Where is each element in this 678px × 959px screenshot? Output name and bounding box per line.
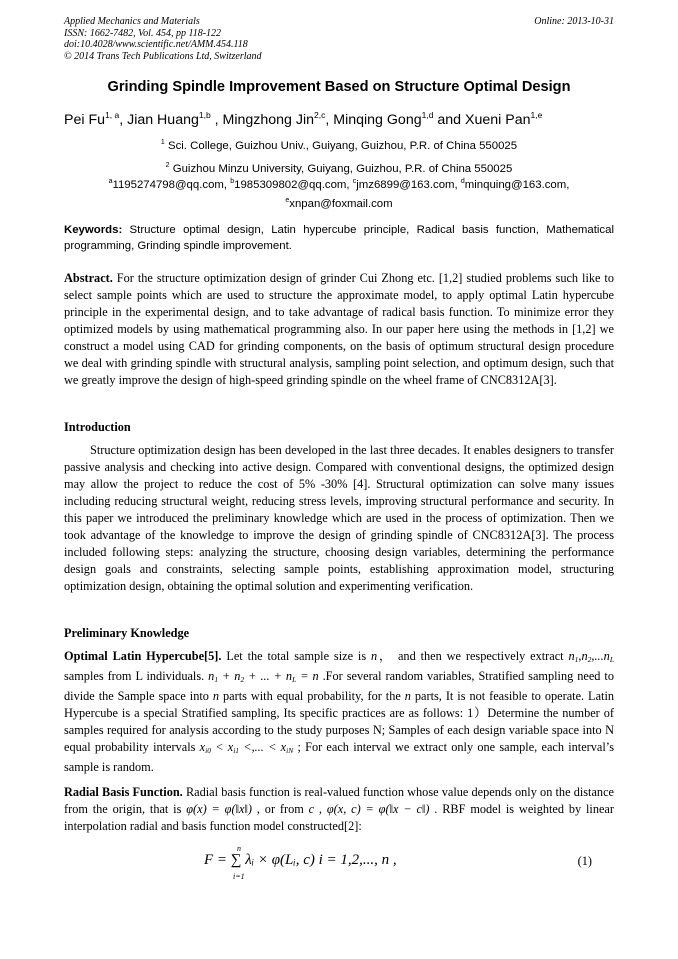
sum-upper-limit: n — [237, 844, 241, 853]
affil-text: Guizhou Minzu University, Guiyang, Guizhou, P.R. of China 550025 — [172, 163, 513, 175]
copyright-line: © 2014 Trans Tech Publications Ltd, Switzerland — [64, 50, 262, 62]
paragraph-text: ; For each interval we extract only one sample, each interval’s sample is random. — [64, 740, 615, 774]
author-name: Mingzhong Jin — [222, 112, 315, 128]
doi-line: doi:10.4028/www.scientific.net/AMM.454.118 — [64, 39, 248, 51]
author-separator: , — [325, 112, 334, 128]
author-separator: , — [119, 112, 128, 128]
paper-title: Grinding Spindle Improvement Based on Structure Optimal Design — [107, 79, 571, 95]
author-affil-mark: 2,c — [314, 110, 326, 120]
math-inline: $n_1,n_2,...n_L$ — [568, 649, 614, 664]
affil-mark: 2 — [165, 162, 170, 169]
math-inline: φ(x, c) = φ(‖x − c‖) — [326, 802, 430, 816]
author-name: Xueni Pan — [465, 112, 531, 128]
affil-mark: 1 — [160, 139, 165, 146]
author-name: Minqing Gong — [333, 112, 422, 128]
keywords-label: Keywords: — [64, 224, 123, 236]
paragraph-text: Radial basis function is real-valued function whose value depends only on the distance from the origin, that is — [64, 785, 615, 816]
online-date: Online: 2013-10-31 — [534, 16, 614, 27]
paragraph-text: , — [314, 802, 327, 816]
rbf-label: Radial Basis Function. — [64, 785, 183, 799]
keywords — [64, 222, 614, 254]
keywords-text: Structure optimal design, Latin hypercube principle, Radical basis function, Mathematical programming, Grinding spindle improvement. — [64, 224, 614, 252]
journal-name: Applied Mechanics and Materials — [64, 16, 200, 27]
olh-label: Optimal Latin Hypercube[5]. — [64, 649, 222, 663]
author-separator: , — [210, 112, 223, 128]
email-address: 1195274798@qq.com, — [112, 179, 231, 191]
author-affil-mark: 1,d — [421, 110, 434, 120]
email-address: 1985309802@qq.com, — [234, 179, 353, 191]
equation-1 — [64, 846, 614, 886]
email-mark: a — [108, 178, 113, 185]
paragraph-text: ， and then we respectively extract — [377, 649, 569, 663]
email-mark: c — [352, 178, 357, 185]
email-address: jmz6899@163.com, — [356, 179, 461, 191]
sum-lower-limit: i=1 — [233, 872, 245, 881]
email-mark: e — [285, 197, 290, 204]
paragraph-text: samples from L individuals. — [64, 669, 209, 683]
paragraph-text: . RBF model is weighted by linear interpolation radial and basis function model constructed[2]: — [64, 802, 614, 833]
introduction-paragraph: Structure optimization design has been developed in the last three decades. It enables designers to transfer passive analysis and checking into active design. Compared with conventional designs, the optimized design may allow the project to reduce the cost of 5% -30% [4]. Structural optimization can solve many issues including reducing structural weight, reducing stress levels, improving structural performance and security. In this paper we introduced the preliminary knowledge which are used in the process of optimization. Then we took advantage of the knowledge to improve the design of grinding spindle of CNC8312A[3]. The process included following steps: analyzing the structure, choosing design variables, determining the performance design goals and constraints, selecting sample points, establishing approximation model, structuring optimization design, obtaining the optimal solution and experimenting verification. — [64, 443, 614, 593]
author-affil-mark: 1,e — [530, 110, 543, 120]
email-address: minquing@163.com, — [464, 179, 570, 191]
paragraph-text: Let the total sample size is — [221, 649, 372, 663]
equation-body: F = ∑ λᵢ × φ(Lᵢ, c) i = 1,2,..., n , — [204, 852, 397, 868]
paragraph-text: .For several random variables, Stratified sampling need to divide the Sample space into — [64, 669, 614, 703]
math-inline: $x_{i0} < x_{i1}$ <,... < $x_{iN}$ — [199, 740, 294, 755]
affil-text: Sci. College, Guizhou Univ., Guiyang, Guizhou, P.R. of China 550025 — [167, 140, 518, 152]
math-symbol: n — [404, 689, 411, 703]
author-list — [64, 110, 624, 128]
author-affil-mark: 1, a — [105, 110, 120, 120]
math-symbol: c — [308, 802, 315, 816]
radial-basis-paragraph — [64, 784, 614, 835]
math-inline: $n_1 + n_2$ + ... + $n_L = n$ — [208, 669, 319, 684]
author-separator: and — [433, 112, 465, 128]
affiliation-1 — [64, 135, 614, 154]
preliminary-heading: Preliminary Knowledge — [64, 626, 190, 640]
issn-line: ISSN: 1662-7482, Vol. 454, pp 118-122 — [64, 27, 222, 39]
paragraph-text: parts with equal probability, for the — [219, 689, 405, 703]
paragraph-text: , or from — [252, 802, 309, 816]
email-mark: b — [230, 178, 235, 185]
author-name: Pei Fu — [64, 112, 106, 128]
author-name: Jian Huang — [127, 112, 199, 128]
introduction-heading: Introduction — [64, 420, 131, 434]
latin-hypercube-paragraph — [64, 648, 614, 776]
email-address: xnpan@foxmail.com — [289, 198, 393, 210]
abstract-label: Abstract. — [64, 271, 113, 285]
journal-header — [64, 16, 614, 62]
math-symbol: n — [371, 649, 378, 663]
math-symbol: n — [212, 689, 220, 703]
equation-number: (1) — [577, 854, 592, 868]
math-inline: φ(x) = φ(‖x‖) — [186, 802, 253, 816]
paragraph-text: parts, It is not feasible to operate. Latin Hypercube is a special Stratified sampling, Its specific practices are as follows: 1）Determine the number of samples required for analysis according to the study purposes N; Samples of each design variable space into N equal probability intervals — [64, 689, 615, 754]
author-affil-mark: 1,b — [198, 110, 211, 120]
email-line — [64, 174, 614, 212]
abstract — [64, 270, 614, 389]
email-mark: d — [460, 178, 465, 185]
abstract-text: For the structure optimization design of grinder Cui Zhong etc. [1,2] studied problems such like to select sample points which are used to structure the approximate model, to apply optimal Latin hypercube principle in the experimental design, and to take advantage of radical basis function. To minimize error they optimized models by using mathematical programming also. In our paper here using the methods in [1,2] we construct a model using CAD for grinding components, on the basis of optimum structural design procedure we deal with grinding spindle with structural analysis, sampling point selection, and optimum design, such that we greatly improve the design of high-speed grinding spindle on the wheel frame of CNC8312A[3]. — [64, 271, 614, 387]
